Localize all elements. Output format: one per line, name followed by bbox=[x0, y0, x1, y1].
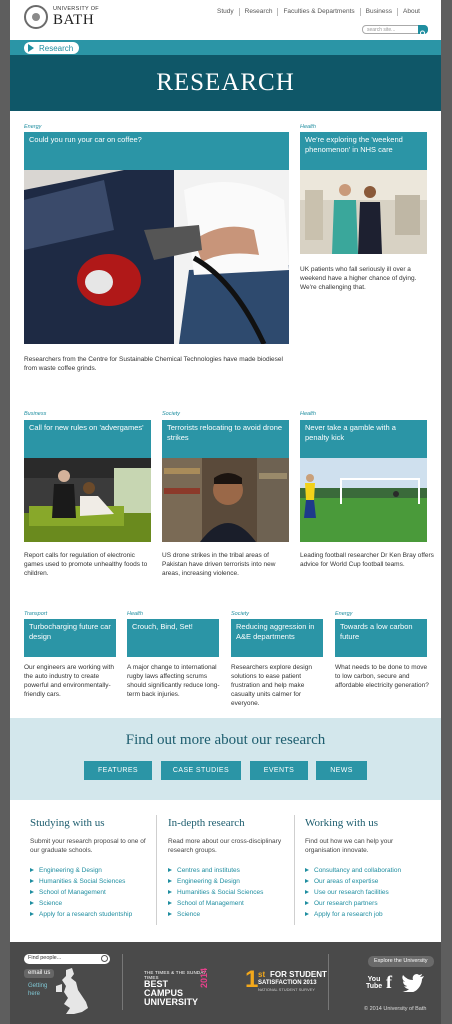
story-body: Report calls for regulation of electronic games used to promote unhealthy foods to children. bbox=[24, 552, 148, 577]
facebook-icon[interactable]: f bbox=[386, 972, 392, 992]
list-item[interactable]: Use our research facilities bbox=[305, 887, 430, 898]
column-title: Working with us bbox=[305, 817, 379, 829]
events-button[interactable]: EVENTS bbox=[250, 761, 308, 780]
award-line: NATIONAL STUDENT SURVEY bbox=[258, 987, 315, 992]
category-label: Society bbox=[231, 611, 250, 617]
feature-main-title[interactable]: Could you run your car on coffee? bbox=[24, 132, 289, 170]
arrow-right-icon bbox=[28, 44, 34, 52]
column-title: In-depth research bbox=[168, 817, 245, 829]
story-title[interactable]: Call for new rules on 'advergames' bbox=[24, 420, 151, 458]
award-line: UNIVERSITY bbox=[144, 997, 199, 1007]
column-working bbox=[305, 817, 430, 920]
story-title[interactable]: Never take a gamble with a penalty kick bbox=[300, 420, 427, 458]
page-title: RESEARCH bbox=[156, 69, 295, 96]
youtube-icon[interactable]: You Tube bbox=[366, 976, 383, 990]
feature-side-image[interactable] bbox=[300, 170, 427, 254]
football-pitch-photo bbox=[300, 458, 427, 542]
twitter-bird-icon bbox=[402, 974, 424, 992]
list-item[interactable]: Apply for a research studentship bbox=[30, 909, 150, 920]
feature-main-image[interactable] bbox=[24, 170, 289, 344]
site-search-input[interactable] bbox=[362, 25, 428, 34]
breadcrumb[interactable] bbox=[24, 42, 79, 54]
award-line: BEST CAMPUS bbox=[144, 979, 184, 998]
researcher-portrait-photo bbox=[162, 458, 289, 542]
category-label: Transport bbox=[24, 611, 48, 617]
feature-side-body: UK patients who fall seriously ill over a weekend have a higher chance of dying. We're challenging that. bbox=[300, 266, 417, 291]
feature-main-body: Researchers from the Centre for Sustainable Chemical Technologies have made biodiesel from waste coffee grinds. bbox=[24, 356, 283, 372]
column-intro: Submit your research proposal to one of our graduate schools. bbox=[30, 838, 146, 854]
link-list bbox=[30, 865, 150, 920]
column-title: Studying with us bbox=[30, 817, 105, 829]
story-body: A major change to international rugby laws affecting scrums should significantly reduce long-term back injuries. bbox=[127, 664, 220, 698]
link-list bbox=[305, 865, 430, 920]
list-item[interactable]: Consultancy and collaboration bbox=[305, 865, 430, 876]
category-label: Health bbox=[300, 124, 316, 130]
top-nav bbox=[212, 8, 425, 16]
story-body: Leading football researcher Dr Ken Bray offers advice for World Cup football teams. bbox=[300, 552, 434, 568]
story-image[interactable] bbox=[162, 458, 289, 542]
nav-business[interactable]: Business bbox=[360, 8, 397, 16]
copyright: © 2014 University of Bath bbox=[364, 1006, 427, 1012]
category-label: Energy bbox=[335, 611, 353, 617]
list-item[interactable]: School of Management bbox=[168, 898, 288, 909]
column-intro: Find out how we can help your organisation innovate. bbox=[305, 838, 394, 854]
features-button[interactable]: FEATURES bbox=[84, 761, 152, 780]
footer-divider bbox=[328, 954, 329, 1010]
column-studying bbox=[30, 817, 150, 920]
list-item[interactable]: Apply for a research job bbox=[305, 909, 430, 920]
award-source: THE TIMES & THE SUNDAY TIMES bbox=[144, 970, 207, 980]
uk-map-icon[interactable] bbox=[52, 968, 90, 1016]
list-item[interactable]: Engineering & Design bbox=[30, 865, 150, 876]
search-button[interactable] bbox=[418, 25, 428, 34]
search-icon[interactable] bbox=[101, 955, 108, 962]
award-rank-suffix: st bbox=[258, 970, 266, 979]
story-body: US drone strikes in the tribal areas of Pakistan have driven terrorists into new areas, increasing violence. bbox=[162, 552, 276, 577]
story-title[interactable]: Reducing aggression in A&E departments bbox=[231, 619, 323, 657]
news-button[interactable]: NEWS bbox=[316, 761, 367, 780]
list-item[interactable]: School of Management bbox=[30, 887, 150, 898]
column-divider bbox=[294, 815, 295, 925]
footer bbox=[10, 942, 441, 1024]
search-placeholder: search site... bbox=[367, 27, 396, 33]
list-item[interactable]: Centres and institutes bbox=[168, 865, 288, 876]
story-body: Researchers explore design solutions to ease patient frustration and help make casualty units calmer for everyone. bbox=[231, 664, 312, 707]
email-us-link[interactable]: email us bbox=[24, 969, 54, 978]
case-studies-button[interactable]: CASE STUDIES bbox=[161, 761, 241, 780]
list-item[interactable]: Science bbox=[168, 909, 288, 920]
link-list bbox=[168, 865, 288, 920]
best-campus-award bbox=[144, 970, 208, 1007]
hospital-staff-photo bbox=[300, 170, 427, 254]
nav-study[interactable]: Study bbox=[217, 8, 234, 15]
top-bar bbox=[10, 0, 441, 40]
university-seal-icon bbox=[24, 5, 48, 29]
nav-about[interactable]: About bbox=[397, 8, 425, 16]
list-item[interactable]: Our areas of expertise bbox=[305, 876, 430, 887]
explore-university-button[interactable]: Explore the University bbox=[368, 956, 434, 967]
category-label: Health bbox=[127, 611, 143, 617]
logo-text-small: UNIVERSITY OF bbox=[53, 6, 99, 12]
category-label: Business bbox=[24, 411, 47, 417]
footer-divider bbox=[122, 954, 123, 1010]
find-people-input[interactable] bbox=[24, 954, 110, 964]
column-divider bbox=[156, 815, 157, 925]
find-more-title: Find out more about our research bbox=[125, 732, 326, 748]
university-logo[interactable] bbox=[24, 5, 110, 31]
nav-faculties[interactable]: Faculties & Departments bbox=[277, 8, 359, 16]
category-label: Energy bbox=[24, 124, 42, 130]
car-refuel-photo bbox=[24, 170, 289, 344]
story-title[interactable]: Crouch, Bind, Set! bbox=[127, 619, 219, 657]
column-intro: Read more about our cross-disciplinary research groups. bbox=[168, 838, 282, 854]
story-title[interactable]: Towards a low carbon future bbox=[335, 619, 427, 657]
category-label: Society bbox=[162, 411, 181, 417]
story-title[interactable]: Turbocharging future car design bbox=[24, 619, 116, 657]
breadcrumb-bar bbox=[10, 40, 441, 55]
list-item[interactable]: Engineering & Design bbox=[168, 876, 288, 887]
story-body: What needs to be done to move to low carbon, secure and affordable electricity generation? bbox=[335, 664, 429, 689]
find-more-section bbox=[10, 718, 441, 800]
feature-side-title[interactable]: We're exploring the 'weekend phenomenon' in NHS care bbox=[300, 132, 427, 170]
getting-here-link[interactable]: Getting here bbox=[28, 983, 48, 997]
award-line: SATISFACTION 2013 bbox=[258, 980, 317, 986]
award-rank: 1 bbox=[245, 966, 259, 993]
page bbox=[10, 0, 441, 1024]
breadcrumb-label: Research bbox=[39, 43, 74, 53]
list-item[interactable]: Humanities & Social Sciences bbox=[168, 887, 288, 898]
nav-research[interactable]: Research bbox=[239, 8, 278, 16]
list-item[interactable]: Our research partners bbox=[305, 898, 430, 909]
page-banner bbox=[10, 55, 441, 111]
award-line: FOR STUDENT bbox=[270, 970, 327, 979]
find-people-placeholder: Find people... bbox=[28, 955, 62, 961]
list-item[interactable]: Science bbox=[30, 898, 150, 909]
story-image[interactable] bbox=[24, 458, 151, 542]
column-in-depth bbox=[168, 817, 288, 920]
story-image[interactable] bbox=[300, 458, 427, 542]
story-title[interactable]: Terrorists relocating to avoid drone strikes bbox=[162, 420, 289, 458]
twitter-icon[interactable] bbox=[402, 974, 426, 992]
story-body: Our engineers are working with the auto industry to create powerful and environmentally-friendly cars. bbox=[24, 664, 114, 698]
logo-text-big: BATH bbox=[53, 12, 95, 28]
list-item[interactable]: Humanities & Social Sciences bbox=[30, 876, 150, 887]
award-year: 2014 bbox=[199, 968, 209, 989]
teens-gaming-photo bbox=[24, 458, 151, 542]
search-icon bbox=[418, 29, 428, 38]
category-label: Health bbox=[300, 411, 316, 417]
